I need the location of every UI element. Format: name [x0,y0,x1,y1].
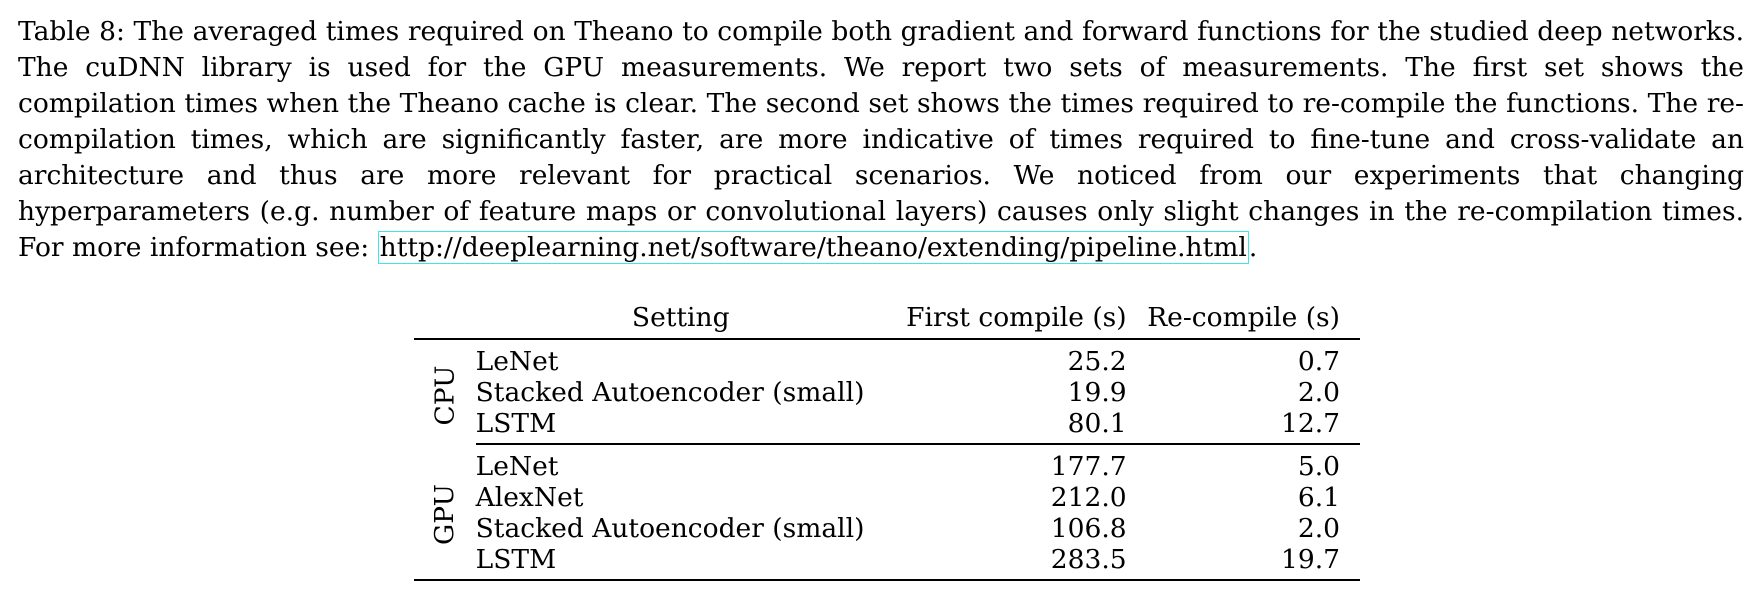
first-compile-cell: 19.9 [1067,377,1127,408]
first-compile-cell: 106.8 [1050,513,1127,544]
recompile-cell: 19.7 [1133,544,1360,580]
setting-cell: Stacked Autoencoder (small) [475,513,865,544]
setting-cell: LeNet [475,346,559,377]
table-row [414,444,1360,482]
recompile-cell: 12.7 [1133,408,1360,444]
table-caption [18,14,1744,266]
table-row [414,513,1360,544]
header-row [414,298,1360,339]
recompile-cell: 2.0 [1297,377,1340,408]
recompile-cell: 6.1 [1297,482,1340,513]
setting-cell: LeNet [475,451,559,482]
cpu-group [414,339,1360,444]
table-row [414,408,1360,444]
header-first-compile: First compile (s) [886,298,1133,339]
setting-cell: LSTM [476,544,886,580]
pipeline-link[interactable]: http://deeplearning.net/software/theano/extending/pipeline.html [379,232,1247,263]
recompile-cell: 2.0 [1297,513,1340,544]
results-table [414,298,1360,581]
caption-end: . [1248,232,1258,263]
setting-cell: LSTM [476,408,886,444]
first-compile-cell: 177.7 [1050,451,1127,482]
gpu-group [414,444,1360,580]
recompile-cell: 5.0 [1297,451,1340,482]
caption-text: Table 8: The averaged times required on Theano to compile both gradient and forward functions for the studied deep networks. The cuDNN library is used for the GPU measurements. We report two sets of measurements. The first set shows the compilation times when the Theano cache is clear. The second set shows the times required to re-compile the functions. The re-compilation times, which are significantly faster, are more indicative of times required to fine-tune and cross-validate an architecture and thus are more relevant for practical scenarios. We noticed from our experiments that changing hyperparameters (e.g. number of feature maps or convolutional layers) causes only slight changes in the re-compilation times. For more information see: [18,16,1744,263]
table-row [414,544,1360,580]
first-compile-cell: 283.5 [886,544,1133,580]
setting-cell: AlexNet [475,482,584,513]
group-label-cpu: CPU [429,365,461,425]
header-recompile: Re-compile (s) [1133,298,1360,339]
first-compile-cell: 212.0 [1050,482,1127,513]
compile-times-table [414,298,1360,581]
table-row [414,482,1360,513]
header-setting: Setting [476,298,886,339]
setting-cell: Stacked Autoencoder (small) [475,377,865,408]
group-label-gpu: GPU [414,444,476,580]
first-compile-cell: 25.2 [1067,346,1127,377]
header-group [414,298,476,339]
table-row [414,339,1360,377]
table-row [414,377,1360,408]
recompile-cell: 0.7 [1297,346,1340,377]
first-compile-cell: 80.1 [886,408,1133,444]
